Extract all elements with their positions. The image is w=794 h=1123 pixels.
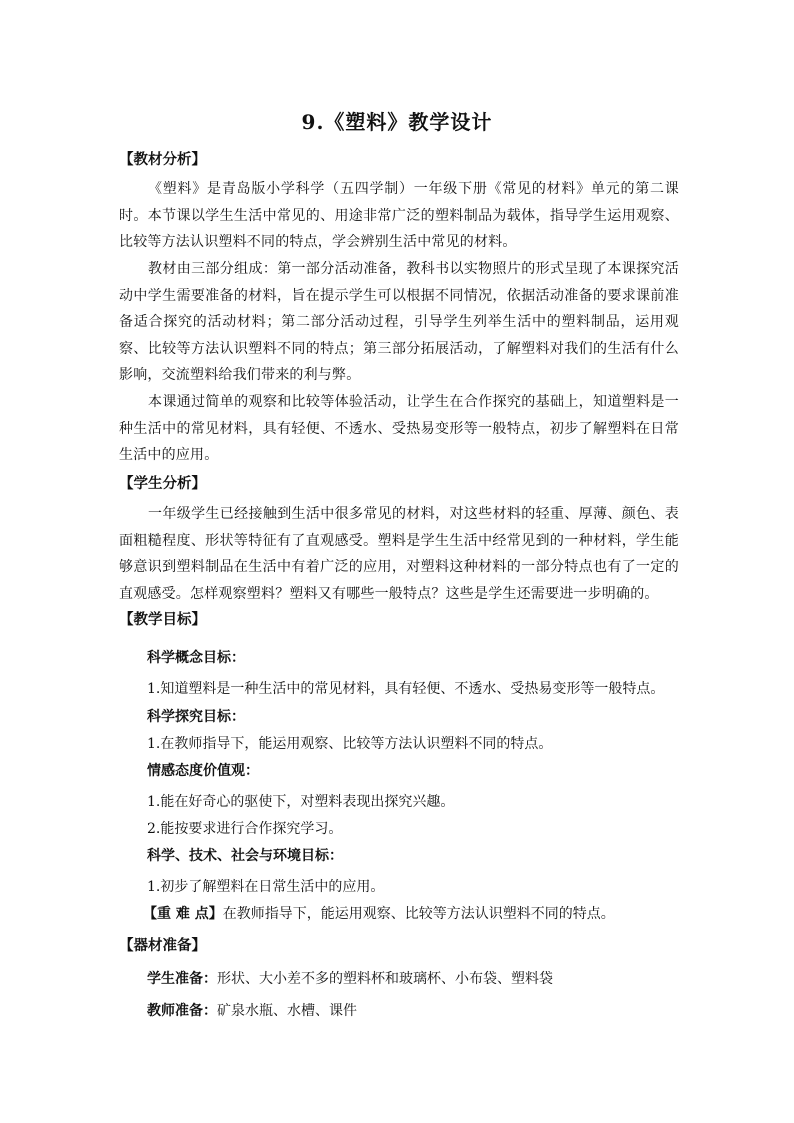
concept-goal-item: 1.知道塑料是一种生活中的常见材料，具有轻便、不透水、受热易变形等一般特点。 [147,681,665,697]
attitude-goal-label: 情感态度价值观： [147,763,259,779]
stse-goal-label: 科学、技术、社会与环境目标： [147,848,343,864]
attitude-goal-item-1: 1.能在好奇心的驱使下，对塑料表现出探究兴趣。 [147,794,455,810]
teacher-prep-text: 矿泉水瓶、水槽、课件 [217,1003,357,1019]
student-prep-line [147,968,553,988]
key-difficulty-text: 在教师指导下，能运用观察、比较等方法认识塑料不同的特点。 [222,906,615,922]
inquiry-goal-item: 1.在教师指导下，能运用观察、比较等方法认识塑料不同的特点。 [147,736,553,752]
paragraph-material-2: 教材由三部分组成：第一部分活动准备，教科书以实物照片的形式呈现了本课探究活动中学生需要准备的材料，旨在提示学生可以根据不同情况，依据活动准备的要求课前准备适合探究的活动材料；第二部分活动过程，引导学生列举生活中的塑料制品，运用观察、比较等方法认识塑料不同的特点；第三部分拓展活动，了解塑料对我们的生活有什么影响，交流塑料给我们带来的利与弊。 [119,261,679,383]
student-prep-label: 学生准备： [147,971,217,987]
inquiry-goal-label: 科学探究目标： [147,709,245,725]
heading-teaching-goals: 【教学目标】 [119,611,206,628]
heading-equipment: 【器材准备】 [119,937,206,954]
concept-goal-label: 科学概念目标： [147,650,245,666]
teacher-prep-line [147,1000,357,1020]
attitude-goal-item-2: 2.能按要求进行合作探究学习。 [147,821,343,837]
paragraph-student-1: 一年级学生已经接触到生活中很多常见的材料，对这些材料的轻重、厚薄、颜色、表面粗糙程度、形状等特征有了直观感受。塑料是学生生活中经常见到的一种材料，学生能够意识到塑料制品在生活中有着广泛的应用，对塑料这种材料的一部分特点也有了一定的直观感受。怎样观察塑料？塑料又有哪些一般特点？这些是学生还需要进一步明确的。 [119,506,679,602]
paragraph-material-1: 《塑料》是青岛版小学科学（五四学制）一年级下册《常见的材料》单元的第二课时。本节课以学生生活中常见的、用途非常广泛的塑料制品为载体，指导学生运用观察、比较等方法认识塑料不同的特点，学会辨别生活中常见的材料。 [119,181,679,250]
heading-student-analysis: 【学生分析】 [119,475,206,492]
key-difficulty-label: 【重 难 点】 [143,906,223,922]
teacher-prep-label: 教师准备： [147,1003,217,1019]
stse-goal-item: 1.初步了解塑料在日常生活中的应用。 [147,879,385,895]
key-difficulty-line [143,903,615,923]
heading-material-analysis: 【教材分析】 [119,151,206,168]
student-prep-text: 形状、大小差不多的塑料杯和玻璃杯、小布袋、塑料袋 [217,971,553,987]
paragraph-material-3: 本课通过简单的观察和比较等体验活动，让学生在合作探究的基础上，知道塑料是一种生活中的常见材料，具有轻便、不透水、受热易变形等一般特点，初步了解塑料在日常生活中的应用。 [119,394,679,463]
document-title: 9.《塑料》教学设计 [301,110,493,134]
